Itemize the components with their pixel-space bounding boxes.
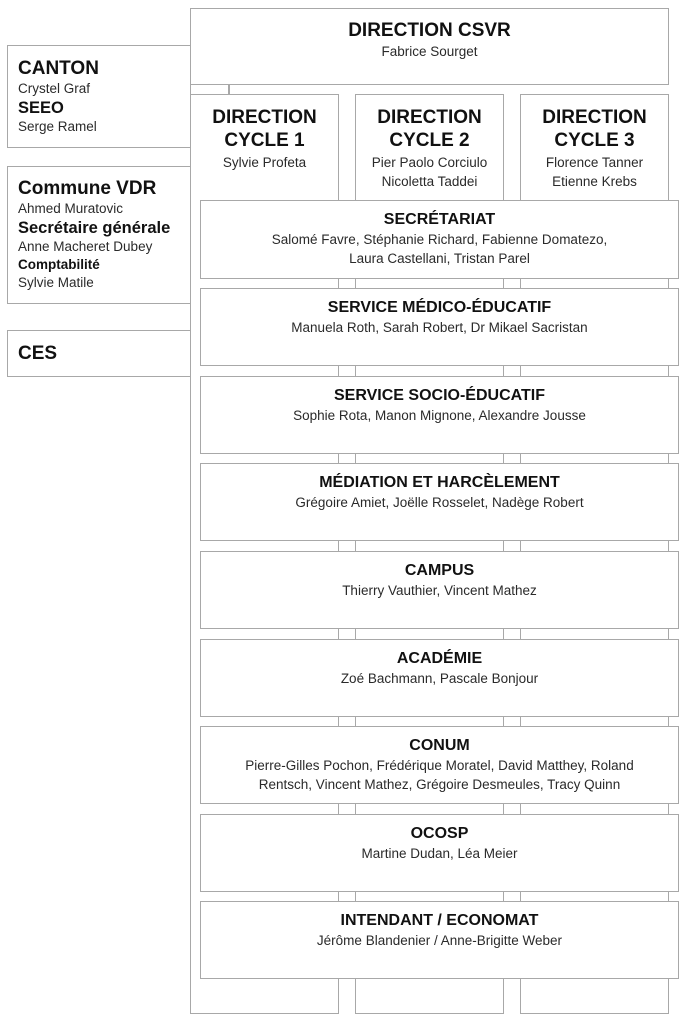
- service-title: SERVICE SOCIO-ÉDUCATIF: [334, 387, 545, 404]
- canton-name: Crystel Graf: [18, 81, 91, 96]
- service-box-intendant-economat: [200, 901, 679, 979]
- service-names-line: Jérôme Blandenier / Anne-Brigitte Weber: [316, 933, 563, 948]
- service-title: ACADÉMIE: [396, 650, 483, 667]
- cycle-1-name: Sylvie Profeta: [222, 155, 307, 170]
- service-title: CAMPUS: [404, 562, 475, 579]
- service-names-line: Manuela Roth, Sarah Robert, Dr Mikael Sacristan: [291, 320, 588, 335]
- cycle-2-title-line1: DIRECTION: [377, 107, 482, 128]
- secretaire-generale-name: Anne Macheret Dubey: [18, 239, 153, 254]
- service-names-line: Thierry Vauthier, Vincent Mathez: [342, 583, 537, 598]
- service-box-campus: [200, 551, 679, 629]
- direction-title: DIRECTION CSVR: [348, 20, 511, 41]
- service-names-line: Laura Castellani, Tristan Parel: [349, 251, 530, 266]
- service-box-mediation-harcelement: [200, 463, 679, 541]
- cycle-3-name-2: Etienne Krebs: [552, 174, 637, 189]
- service-box-medico-educatif: [200, 288, 679, 366]
- service-names-line: Sophie Rota, Manon Mignone, Alexandre Jousse: [293, 408, 586, 423]
- service-title: CONUM: [409, 737, 470, 754]
- cycle-1-title-line2: CYCLE 1: [224, 130, 305, 151]
- service-title: SERVICE MÉDICO-ÉDUCATIF: [327, 299, 552, 316]
- service-box-ocosp: [200, 814, 679, 892]
- ces-title: CES: [18, 343, 58, 364]
- cycle-3-title-line1: DIRECTION: [542, 107, 647, 128]
- direction-name: Fabrice Sourget: [381, 44, 478, 59]
- commune-box: [7, 166, 191, 304]
- service-names-line: Salomé Favre, Stéphanie Richard, Fabienne Domatezo,: [271, 232, 608, 247]
- service-box-secretariat: [200, 200, 679, 279]
- service-title: SECRÉTARIAT: [383, 211, 496, 228]
- comptabilite-title: Comptabilité: [18, 257, 100, 272]
- service-names-line: Grégoire Amiet, Joëlle Rosselet, Nadège Robert: [295, 495, 584, 510]
- cycle-3-name-1: Florence Tanner: [545, 155, 644, 170]
- cycle-2-title-line2: CYCLE 2: [389, 130, 470, 151]
- service-names-line: Martine Dudan, Léa Meier: [361, 846, 518, 861]
- service-title: OCOSP: [410, 825, 469, 842]
- service-names-line: Pierre-Gilles Pochon, Frédérique Moratel, David Matthey, Roland: [245, 758, 634, 773]
- service-box-academie: [200, 639, 679, 717]
- cycle-2-name-1: Pier Paolo Corciulo: [371, 155, 488, 170]
- commune-name: Ahmed Muratovic: [18, 201, 124, 216]
- seeo-title: SEEO: [18, 99, 64, 117]
- canton-title: CANTON: [18, 58, 99, 79]
- service-names-line: Rentsch, Vincent Mathez, Grégoire Desmeules, Tracy Quinn: [258, 777, 621, 792]
- service-title: INTENDANT / ECONOMAT: [340, 912, 539, 929]
- comptabilite-name: Sylvie Matile: [18, 275, 94, 290]
- direction-csvr-box: [190, 8, 669, 85]
- service-box-socio-educatif: [200, 376, 679, 454]
- ces-box: [7, 330, 191, 377]
- service-box-conum: [200, 726, 679, 804]
- secretaire-generale-title: Secrétaire générale: [18, 219, 171, 237]
- cycle-1-title-line1: DIRECTION: [212, 107, 317, 128]
- seeo-name: Serge Ramel: [18, 119, 97, 134]
- canton-box: [7, 45, 191, 148]
- cycle-3-title-line2: CYCLE 3: [554, 130, 635, 151]
- service-names-line: Zoé Bachmann, Pascale Bonjour: [340, 671, 539, 686]
- service-title: MÉDIATION ET HARCÈLEMENT: [319, 474, 560, 491]
- direction-connector: [228, 84, 230, 94]
- commune-title: Commune VDR: [18, 178, 157, 199]
- cycle-2-name-2: Nicoletta Taddei: [381, 174, 478, 189]
